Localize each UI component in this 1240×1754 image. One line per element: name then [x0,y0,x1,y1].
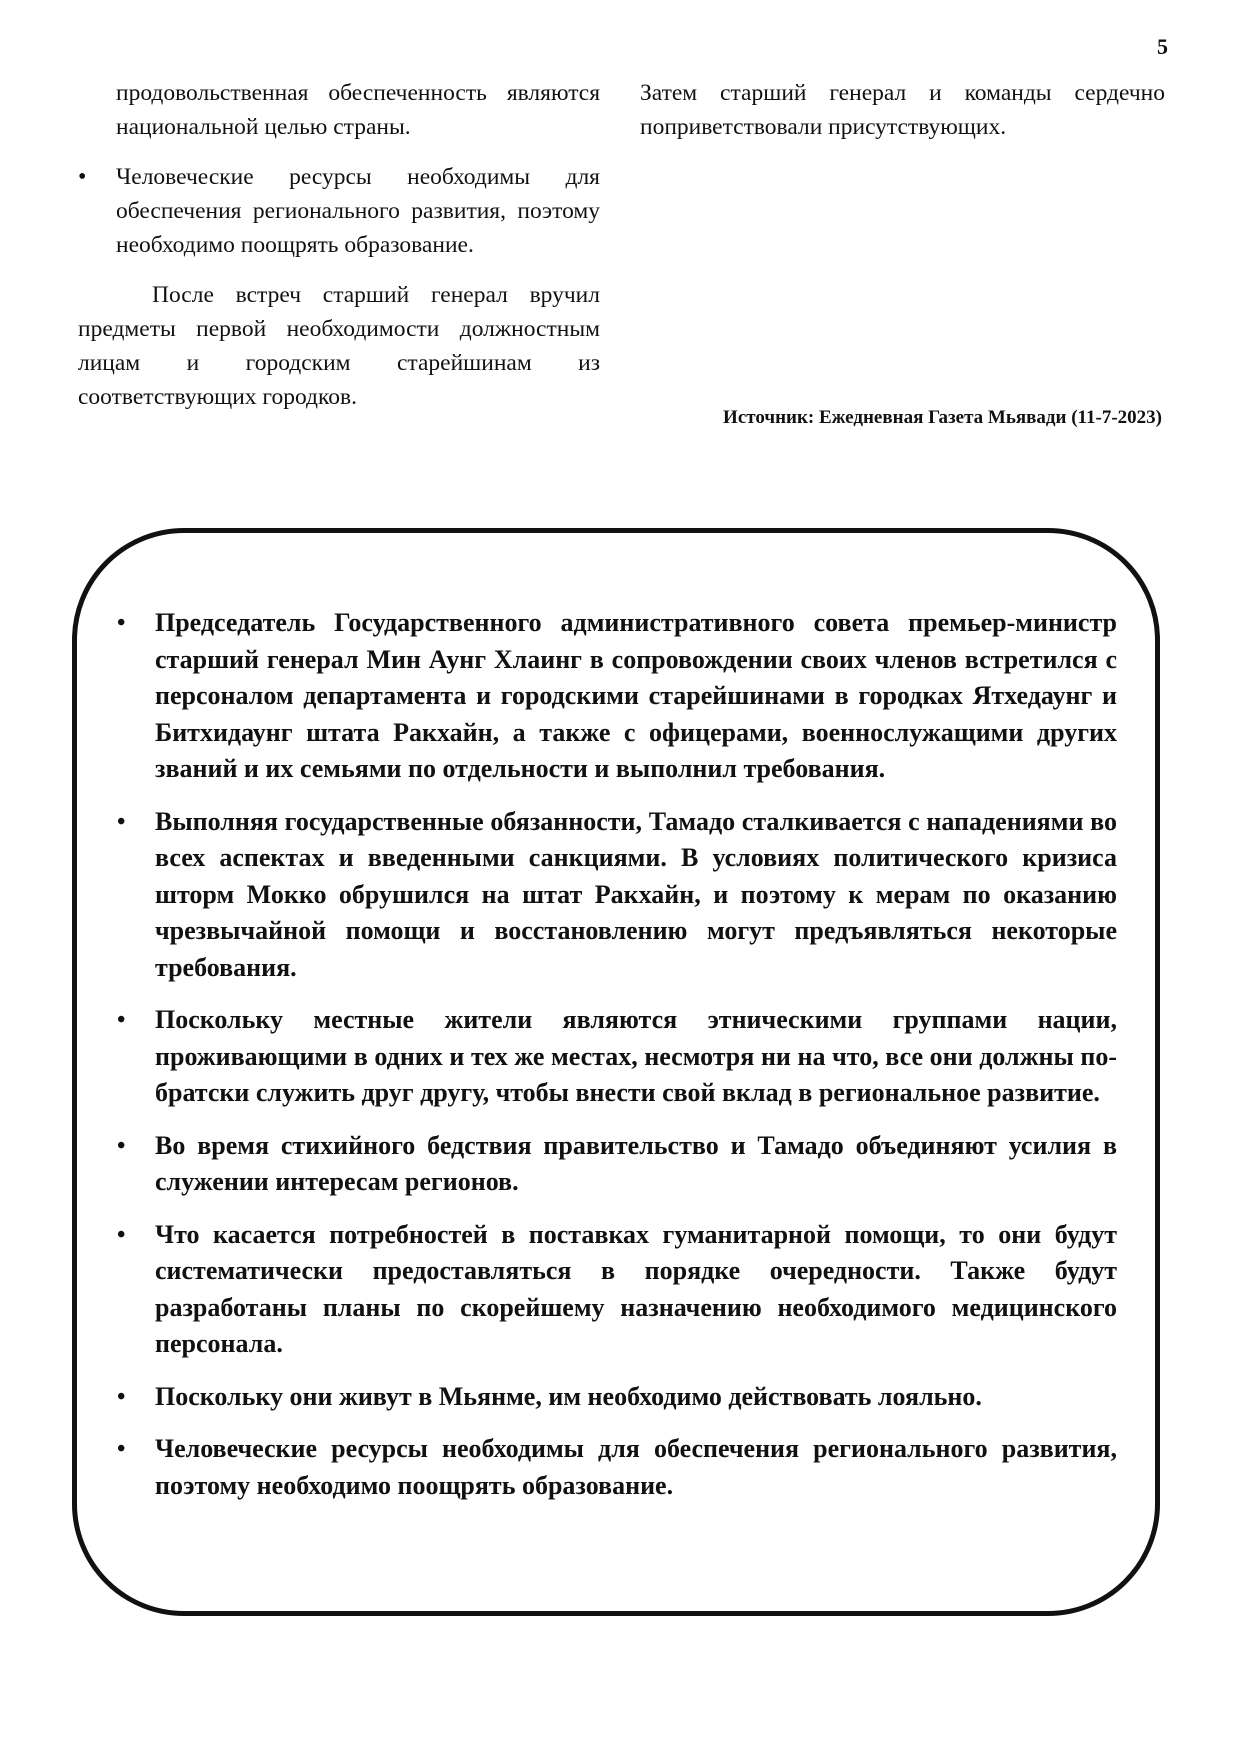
list-item [78,160,600,262]
bullet-icon: • [117,1007,126,1033]
list-item-text: Человеческие ресурсы необходимы для обеспечения регионального развития, поэтому необходимо поощрять образование. [116,164,600,258]
list-item-text: Человеческие ресурсы необходимы для обеспечения регионального развития, поэтому необходимо поощрять образование. [155,1434,1117,1500]
list-item [117,1002,1117,1112]
list-item-text: Выполняя государственные обязанности, Тамадо сталкивается с нападениями во всех аспектах и введенными санкциями. В условиях политического кризиса шторм Мокко обрушился на штат Ракхайн, и поэтому к мерам по оказанию чрезвычайной помощи и восстановлению могут предъявляться некоторые требования. [155,806,1117,982]
list-item [117,605,1117,788]
bullet-icon: • [78,164,87,190]
left-paragraph: После встреч старший генерал вручил предметы первой необходимости должностным лицам и городским старейшинам из соответствующих городков. [78,282,600,410]
list-item [117,1379,1117,1416]
list-item-continuation [78,76,600,144]
list-item [117,1128,1117,1201]
bullet-icon: • [117,808,126,835]
left-column [78,76,600,414]
list-item [117,804,1117,987]
list-item [117,1217,1117,1363]
summary-bullet-list [117,605,1117,1520]
right-column [640,76,1165,144]
continuation-text: продовольственная обеспеченность являются национальной целью страны. [116,80,600,140]
list-item-text: Во время стихийного бедствия правительство и Тамадо объединяют усилия в служении интересам регионов. [155,1130,1117,1196]
list-item [117,1431,1117,1504]
bullet-icon: • [117,1436,126,1462]
page-number: 5 [1157,34,1168,59]
bullet-icon: • [117,1221,126,1248]
list-item-text: Что касается потребностей в поставках гуманитарной помощи, то они будут систематически предоставляться в порядке очередности. Также будут разработаны планы по скорейшему назначению необходимого медицинского персонала. [155,1219,1117,1358]
bullet-icon: • [117,1132,126,1159]
list-item-text: Поскольку они живут в Мьянме, им необходимо действовать лояльно. [155,1381,982,1411]
right-paragraph: Затем старший генерал и команды сердечно поприветствовали присутствующих. [640,80,1165,140]
bullet-icon: • [117,1383,126,1410]
bullet-icon: • [117,610,126,636]
left-bullet-list [78,76,600,262]
summary-box [72,528,1160,1616]
source-attribution: Источник: Ежедневная Газета Мьявади (11-7-2023) [723,407,1162,428]
list-item-text: Председатель Государственного административного совета премьер-министр старший генерал Мин Аунг Хлаинг в сопровождении своих членов встретился с персоналом департамента и городскими старейшинами в городках Ятхедаунг и Битхидаунг штата Ракхайн, а также с офицерами, военнослужащими других званий и их семьями по отдельности и выполнил требования. [155,608,1117,783]
list-item-text: Поскольку местные жители являются этническими группами нации, проживающими в одних и тех же местах, несмотря ни на что, все они должны по-братски служить друг другу, чтобы внести свой вклад в региональное развитие. [155,1005,1117,1107]
